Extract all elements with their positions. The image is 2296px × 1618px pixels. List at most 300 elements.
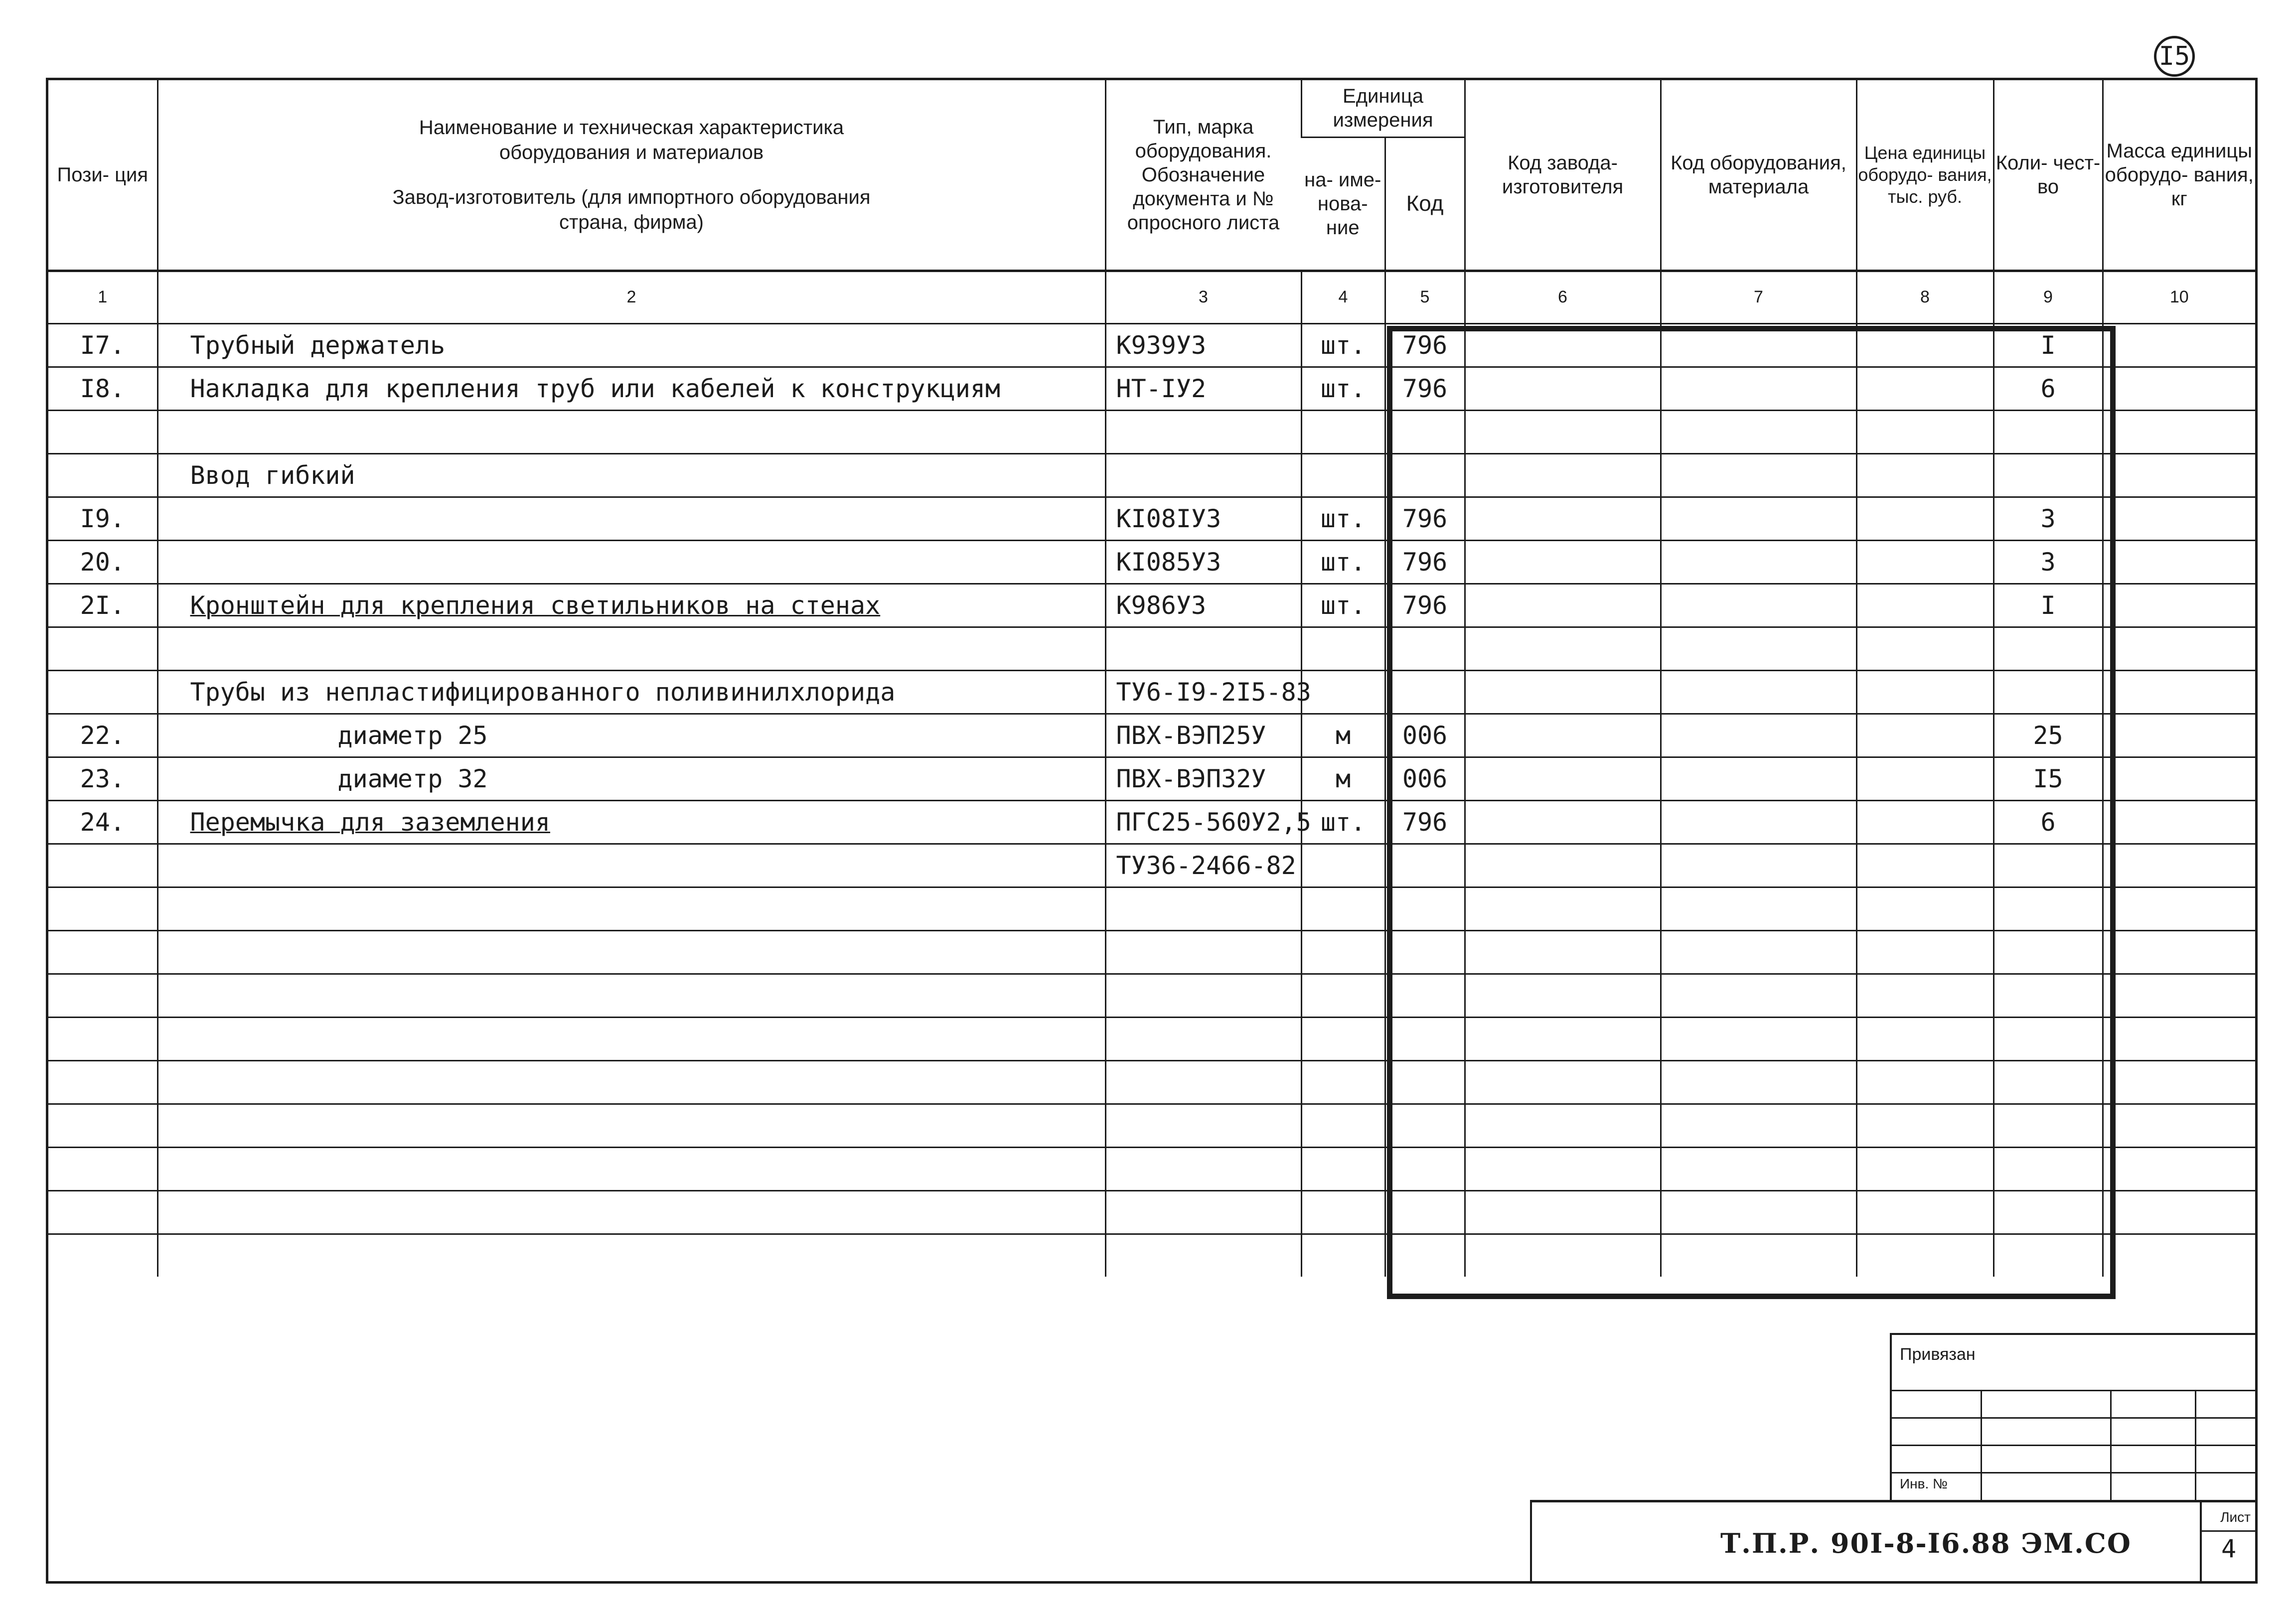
equipment-code-cell [1661, 584, 1856, 627]
page-number: I5 [2158, 41, 2190, 71]
equipment-code-cell [1661, 930, 1856, 974]
type-cell [1105, 540, 1301, 584]
unit-code-cell [1385, 887, 1465, 930]
position-cell [48, 887, 157, 930]
mass-cell [2103, 757, 2255, 800]
sheet-label: Лист [2220, 1509, 2251, 1525]
table-row [48, 627, 2255, 670]
factory-code-cell [1465, 1234, 1661, 1277]
position-cell [48, 1190, 157, 1234]
column-number: 6 [1465, 271, 1661, 323]
mass-cell [2103, 453, 2255, 497]
unit-code-cell [1385, 1234, 1465, 1277]
position-cell [48, 1017, 157, 1060]
unit-name-cell [1301, 1104, 1385, 1147]
type-cell [1105, 410, 1301, 453]
factory-code-cell [1465, 757, 1661, 800]
unit-code-cell [1385, 757, 1465, 800]
header-quantity: Коли- чест- во [1993, 80, 2103, 271]
quantity-cell [1993, 930, 2103, 974]
unit-name-cell [1301, 887, 1385, 930]
unit-code-cell [1385, 800, 1465, 844]
name-text: Накладка для крепления труб или кабелей к конструкциям [190, 374, 1001, 403]
unit-code-cell [1385, 540, 1465, 584]
header-mass: Масса единицы оборудо- вания, кг [2103, 80, 2255, 271]
equipment-code-cell [1661, 1190, 1856, 1234]
equipment-code-cell [1661, 497, 1856, 540]
unit-name-text: м [1335, 764, 1351, 793]
column-number: 7 [1661, 271, 1856, 323]
unit-code-cell [1385, 714, 1465, 757]
unit-name-cell [1301, 1234, 1385, 1277]
equipment-code-cell [1661, 670, 1856, 714]
type-cell [1105, 1017, 1301, 1060]
mass-cell [2103, 1190, 2255, 1234]
quantity-cell [1993, 453, 2103, 497]
name-cell [157, 930, 1105, 974]
specification-table [48, 80, 2255, 1277]
equipment-code-cell [1661, 627, 1856, 670]
unit-code-cell [1385, 410, 1465, 453]
name-cell [157, 757, 1105, 800]
price-cell [1856, 844, 1993, 887]
quantity-cell [1993, 1017, 2103, 1060]
type-text: К939У3 [1116, 330, 1207, 360]
equipment-code-cell [1661, 844, 1856, 887]
type-cell [1105, 1234, 1301, 1277]
price-cell [1856, 453, 1993, 497]
price-cell [1856, 1104, 1993, 1147]
table-row [48, 670, 2255, 714]
factory-code-cell [1465, 930, 1661, 974]
name-cell [157, 1104, 1105, 1147]
type-text: ТУ36-2466-82 [1116, 851, 1296, 880]
quantity-cell [1993, 367, 2103, 410]
unit-name-text: м [1335, 721, 1351, 750]
equipment-code-cell [1661, 1017, 1856, 1060]
quantity-text: I [2040, 330, 2056, 360]
mass-cell [2103, 540, 2255, 584]
header-equipment-code: Код оборудования, материала [1661, 80, 1856, 271]
quantity-cell [1993, 1234, 2103, 1277]
mass-cell [2103, 844, 2255, 887]
header-unit-name: на- име- нова- ние [1301, 137, 1385, 271]
position-cell [48, 453, 157, 497]
factory-code-cell [1465, 540, 1661, 584]
type-cell [1105, 974, 1301, 1017]
quantity-text: 3 [2040, 547, 2056, 577]
type-text: ПГС25-560У2,5 [1116, 807, 1311, 837]
table-row [48, 714, 2255, 757]
unit-name-cell [1301, 800, 1385, 844]
unit-name-cell [1301, 757, 1385, 800]
unit-code-cell [1385, 1060, 1465, 1104]
name-cell [157, 974, 1105, 1017]
factory-code-cell [1465, 887, 1661, 930]
equipment-code-cell [1661, 410, 1856, 453]
quantity-cell [1993, 800, 2103, 844]
price-cell [1856, 1190, 1993, 1234]
price-cell [1856, 714, 1993, 757]
unit-code-text: 006 [1402, 721, 1448, 750]
price-cell [1856, 1060, 1993, 1104]
mass-cell [2103, 800, 2255, 844]
unit-name-cell [1301, 714, 1385, 757]
type-text: ПВХ-ВЭП32У [1116, 764, 1266, 793]
price-cell [1856, 540, 1993, 584]
position-cell [48, 584, 157, 627]
name-text: диаметр 25 [337, 721, 488, 750]
equipment-code-cell [1661, 453, 1856, 497]
unit-code-cell [1385, 1017, 1465, 1060]
price-cell [1856, 757, 1993, 800]
name-text: Трубный держатель [190, 330, 446, 360]
table-row [48, 410, 2255, 453]
mass-cell [2103, 1234, 2255, 1277]
type-cell [1105, 670, 1311, 714]
quantity-cell [1993, 540, 2103, 584]
position-text: I8. [80, 374, 125, 403]
header-type: Тип, марка оборудования. Обозначение документа и № опросного листа [1105, 80, 1301, 271]
position-cell [48, 757, 157, 800]
unit-name-cell [1301, 497, 1385, 540]
name-cell [157, 670, 1105, 714]
quantity-cell [1993, 410, 2103, 453]
header-name-line1: Наименование и техническая характеристика оборудования и материалов [419, 116, 844, 163]
unit-name-cell [1301, 1017, 1385, 1060]
header-factory-code: Код завода- изготовителя [1465, 80, 1661, 271]
position-cell [48, 627, 157, 670]
type-cell [1105, 453, 1301, 497]
quantity-text: I [2040, 590, 2056, 620]
type-cell [1105, 800, 1311, 844]
unit-name-cell [1301, 670, 1385, 714]
factory-code-cell [1465, 367, 1661, 410]
position-text: 22. [80, 721, 125, 750]
type-text: ПВХ-ВЭП25У [1116, 721, 1266, 750]
quantity-cell [1993, 887, 2103, 930]
equipment-code-cell [1661, 1234, 1856, 1277]
name-cell [157, 410, 1105, 453]
factory-code-cell [1465, 1104, 1661, 1147]
type-text: ТУ6-I9-2I5-83 [1116, 677, 1311, 707]
type-cell [1105, 367, 1301, 410]
column-number: 5 [1385, 271, 1465, 323]
mass-cell [2103, 1060, 2255, 1104]
table-row [48, 453, 2255, 497]
type-cell [1105, 757, 1301, 800]
name-cell [157, 1060, 1105, 1104]
factory-code-cell [1465, 714, 1661, 757]
mass-cell [2103, 367, 2255, 410]
factory-code-cell [1465, 323, 1661, 367]
name-cell [157, 453, 1105, 497]
unit-code-cell [1385, 584, 1465, 627]
header-unit-group: Единица измерения [1301, 80, 1465, 137]
position-cell [48, 1060, 157, 1104]
column-number: 2 [157, 271, 1105, 323]
name-cell [157, 714, 1105, 757]
name-text: диаметр 32 [337, 764, 488, 793]
position-cell [48, 1147, 157, 1190]
name-text: Кронштейн для крепления светильников на стенах [190, 590, 881, 620]
price-cell [1856, 410, 1993, 453]
position-text: I7. [80, 330, 125, 360]
name-text: Трубы из непластифицированного поливинилхлорида [190, 677, 896, 707]
quantity-cell [1993, 323, 2103, 367]
position-cell [48, 800, 157, 844]
mass-cell [2103, 930, 2255, 974]
unit-name-text: шт. [1320, 807, 1366, 837]
unit-name-cell [1301, 627, 1385, 670]
type-cell [1105, 1060, 1301, 1104]
name-cell [157, 1017, 1105, 1060]
table-row [48, 323, 2255, 367]
unit-name-cell [1301, 453, 1385, 497]
position-text: 2I. [80, 590, 125, 620]
equipment-code-cell [1661, 887, 1856, 930]
header-position: Пози- ция [57, 163, 149, 186]
mass-cell [2103, 714, 2255, 757]
type-cell [1105, 1190, 1301, 1234]
header-name-line2: Завод-изготовитель (для импортного оборудования страна, фирма) [392, 186, 871, 233]
table-row [48, 887, 2255, 930]
unit-code-cell [1385, 323, 1465, 367]
table-row [48, 844, 2255, 887]
position-cell [48, 540, 157, 584]
unit-code-text: 006 [1402, 764, 1448, 793]
mass-cell [2103, 887, 2255, 930]
price-cell [1856, 800, 1993, 844]
quantity-text: 3 [2040, 504, 2056, 533]
mass-cell [2103, 670, 2255, 714]
unit-code-cell [1385, 844, 1465, 887]
position-text: 24. [80, 807, 125, 837]
unit-name-cell [1301, 410, 1385, 453]
unit-name-cell [1301, 540, 1385, 584]
unit-name-cell [1301, 844, 1385, 887]
name-cell [157, 1234, 1105, 1277]
header-unit-code: Код [1385, 137, 1465, 271]
type-cell [1105, 1104, 1301, 1147]
factory-code-cell [1465, 800, 1661, 844]
table-row [48, 930, 2255, 974]
name-cell [157, 844, 1105, 887]
quantity-text: I5 [2033, 764, 2063, 793]
unit-name-text: шт. [1320, 504, 1366, 533]
price-cell [1856, 367, 1993, 410]
quantity-cell [1993, 844, 2103, 887]
name-cell [157, 887, 1105, 930]
quantity-cell [1993, 757, 2103, 800]
price-cell [1856, 323, 1993, 367]
column-number: 3 [1105, 271, 1301, 323]
unit-name-cell [1301, 584, 1385, 627]
quantity-cell [1993, 1190, 2103, 1234]
table-row [48, 1017, 2255, 1060]
position-cell [48, 930, 157, 974]
name-cell [157, 627, 1105, 670]
sheet-cell [2200, 1502, 2256, 1581]
unit-name-cell [1301, 1060, 1385, 1104]
table-row [48, 497, 2255, 540]
unit-name-cell [1301, 1147, 1385, 1190]
factory-code-cell [1465, 1147, 1661, 1190]
position-cell [48, 323, 157, 367]
factory-code-cell [1465, 844, 1661, 887]
factory-code-cell [1465, 1190, 1661, 1234]
unit-code-text: 796 [1402, 807, 1448, 837]
mass-cell [2103, 1017, 2255, 1060]
mass-cell [2103, 627, 2255, 670]
factory-code-cell [1465, 627, 1661, 670]
position-cell [48, 367, 157, 410]
name-cell [157, 497, 1105, 540]
unit-name-cell [1301, 930, 1385, 974]
stamp-inv-label: Инв. № [1900, 1476, 1948, 1491]
name-cell [157, 540, 1105, 584]
factory-code-cell [1465, 1017, 1661, 1060]
type-cell [1105, 584, 1301, 627]
unit-name-text: шт. [1320, 590, 1366, 620]
table-row [48, 584, 2255, 627]
quantity-text: 25 [2033, 721, 2063, 750]
unit-code-cell [1385, 367, 1465, 410]
table-row [48, 540, 2255, 584]
unit-name-cell [1301, 974, 1385, 1017]
table-row [48, 1104, 2255, 1147]
document-designation: Т.П.Р. 90I-8-I6.88 ЭМ.СО [1720, 1527, 2132, 1559]
quantity-text: 6 [2040, 807, 2056, 837]
unit-code-cell [1385, 1147, 1465, 1190]
price-cell [1856, 887, 1993, 930]
quantity-cell [1993, 627, 2103, 670]
mass-cell [2103, 323, 2255, 367]
equipment-code-cell [1661, 540, 1856, 584]
mass-cell [2103, 497, 2255, 540]
unit-code-cell [1385, 670, 1465, 714]
position-text: I9. [80, 504, 125, 533]
factory-code-cell [1465, 497, 1661, 540]
unit-name-cell [1301, 323, 1385, 367]
type-cell [1105, 844, 1301, 887]
position-cell [48, 1234, 157, 1277]
table-row [48, 1190, 2255, 1234]
column-number: 1 [48, 271, 157, 323]
unit-name-cell [1301, 1190, 1385, 1234]
column-number: 9 [1993, 271, 2103, 323]
name-cell [157, 800, 1105, 844]
name-cell [157, 367, 1105, 410]
unit-code-cell [1385, 453, 1465, 497]
position-cell [48, 670, 157, 714]
unit-code-text: 796 [1402, 547, 1448, 577]
position-cell [48, 497, 157, 540]
price-cell [1856, 930, 1993, 974]
price-cell [1856, 627, 1993, 670]
column-number-row [48, 271, 2255, 323]
column-number: 8 [1856, 271, 1993, 323]
price-cell [1856, 584, 1993, 627]
unit-code-text: 796 [1402, 374, 1448, 403]
approval-stamp [1890, 1333, 2256, 1500]
header-name [157, 80, 1105, 271]
stamp-privyazan-label: Привязан [1900, 1345, 1976, 1364]
quantity-cell [1993, 1060, 2103, 1104]
sheet-number: 4 [2221, 1534, 2237, 1563]
table-row [48, 1060, 2255, 1104]
unit-name-text: шт. [1320, 330, 1366, 360]
equipment-code-cell [1661, 714, 1856, 757]
table-row [48, 974, 2255, 1017]
mass-cell [2103, 410, 2255, 453]
quantity-cell [1993, 714, 2103, 757]
unit-code-text: 796 [1402, 504, 1448, 533]
page-number-circle [2154, 36, 2195, 77]
equipment-code-cell [1661, 1104, 1856, 1147]
type-text: К986У3 [1116, 590, 1207, 620]
price-cell [1856, 670, 1993, 714]
mass-cell [2103, 1104, 2255, 1147]
quantity-cell [1993, 584, 2103, 627]
type-cell [1105, 627, 1301, 670]
unit-code-cell [1385, 1190, 1465, 1234]
position-cell [48, 844, 157, 887]
name-cell [157, 584, 1105, 627]
unit-code-cell [1385, 974, 1465, 1017]
quantity-cell [1993, 670, 2103, 714]
table-row [48, 800, 2255, 844]
unit-code-cell [1385, 1104, 1465, 1147]
equipment-code-cell [1661, 800, 1856, 844]
table-row [48, 1147, 2255, 1190]
factory-code-cell [1465, 1060, 1661, 1104]
type-cell [1105, 323, 1301, 367]
type-cell [1105, 714, 1301, 757]
factory-code-cell [1465, 584, 1661, 627]
price-cell [1856, 1234, 1993, 1277]
equipment-code-cell [1661, 1147, 1856, 1190]
unit-code-text: 796 [1402, 330, 1448, 360]
factory-code-cell [1465, 670, 1661, 714]
type-cell [1105, 1147, 1301, 1190]
price-cell [1856, 1017, 1993, 1060]
name-text: Перемычка для заземления [190, 807, 550, 837]
equipment-code-cell [1661, 1060, 1856, 1104]
column-number: 10 [2103, 271, 2255, 323]
name-cell [157, 323, 1105, 367]
factory-code-cell [1465, 974, 1661, 1017]
quantity-cell [1993, 1147, 2103, 1190]
price-cell [1856, 497, 1993, 540]
mass-cell [2103, 1147, 2255, 1190]
position-text: 20. [80, 547, 125, 577]
unit-name-text: шт. [1320, 374, 1366, 403]
equipment-code-cell [1661, 323, 1856, 367]
unit-code-text: 796 [1402, 590, 1448, 620]
title-block [1530, 1500, 2256, 1581]
quantity-cell [1993, 497, 2103, 540]
type-cell [1105, 497, 1301, 540]
mass-cell [2103, 584, 2255, 627]
factory-code-cell [1465, 453, 1661, 497]
unit-code-cell [1385, 627, 1465, 670]
position-cell [48, 1104, 157, 1147]
name-cell [157, 1190, 1105, 1234]
equipment-code-cell [1661, 974, 1856, 1017]
quantity-text: 6 [2040, 374, 2056, 403]
unit-code-cell [1385, 497, 1465, 540]
